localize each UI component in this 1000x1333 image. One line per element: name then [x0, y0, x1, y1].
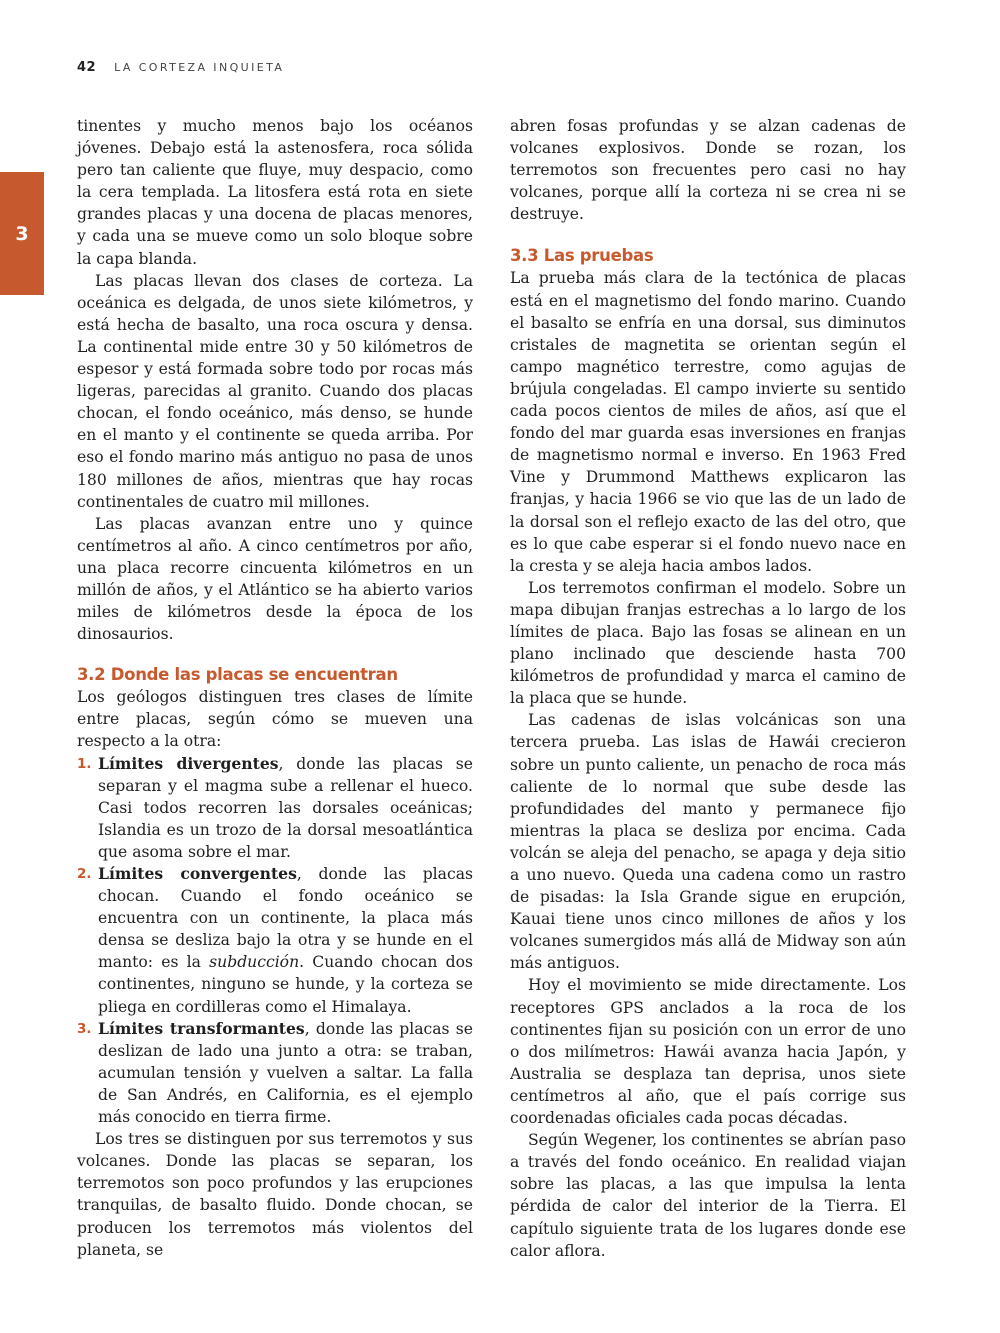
paragraph: Según Wegener, los continentes se abrían paso a través del fondo oceánico. En realidad viajan sobre las placas, a las que impulsa la lenta pérdida de calor del interior de la Tierra. El capítulo siguiente trata de los lugares donde ese calor aflora. — [510, 1131, 906, 1260]
chapter-tab — [0, 172, 44, 295]
left-column — [77, 115, 473, 1261]
list-text: , donde las placas se deslizan de lado una junto a otra: se traban, acumulan tensión y vuelven a saltar. La falla de San Andrés, en California, es el ejemplo más conocido en tierra firme. — [98, 1019, 473, 1127]
paragraph: Hoy el movimiento se mide directamente. Los receptores GPS anclados a la roca de los continentes fijan su posición con un error de uno o dos milímetros: Hawái avanza hacia Japón, y Australia se desplaza tan deprisa, unos siete centímetros al año, que el país corrige sus coordenadas oficiales cada pocas décadas. — [510, 976, 906, 1128]
paragraph: Las placas avanzan entre uno y quince centímetros al año. A cinco centímetros por año, una placa recorre cincuenta kilómetros en un millón de años, y el Atlántico se ha abierto varios miles de kilómetros desde la época de los dinosaurios. — [77, 514, 473, 644]
section-heading: 3.3 Las pruebas — [510, 246, 654, 266]
list-text: , donde las placas chocan. Cuando el fondo oceánico se encuentra con un continente, la placa más densa se desliza bajo la otra y se hunde en el manto: es la — [98, 865, 473, 972]
list-number: 3. — [77, 1020, 92, 1037]
list-italic-term: subducción — [209, 953, 300, 972]
list-item — [77, 753, 473, 863]
page-number: 42 — [77, 60, 97, 75]
list-number: 1. — [77, 755, 92, 772]
chapter-number: 3 — [15, 222, 29, 245]
section-heading: 3.2 Donde las placas se encuentran — [77, 665, 398, 685]
list-term: Límites transformantes — [98, 1018, 305, 1038]
list-item — [77, 1018, 473, 1128]
paragraph: Los geólogos distinguen tres clases de límite entre placas, según cómo se mueven una respecto a la otra: — [77, 688, 473, 751]
list-text: , donde las placas se separan y el magma sube a rellenar el hueco. Casi todos recorren las dorsales oceánicas; Islandia es un trozo de la dorsal mesoatlántica que asoma sobre el mar. — [98, 754, 473, 861]
list-text: . Cuando chocan dos continentes, ninguno se hunde, y la corteza se pliega en cordilleras como el Himalaya. — [98, 953, 473, 1016]
paragraph: tinentes y mucho menos bajo los océanos jóvenes. Debajo está la astenosfera, roca sólida pero tan caliente que fluye, muy despacio, como la cera templada. La litosfera está rota en siete grandes placas y una docena de placas menores, y cada una se mueve como un solo bloque sobre la capa blanda. — [77, 117, 473, 268]
running-head — [77, 60, 284, 75]
running-title: LA CORTEZA INQUIETA — [114, 61, 285, 74]
paragraph: Los tres se distinguen por sus terremotos y sus volcanes. Donde las placas se separan, los terremotos son poco profundos y las erupciones tranquilas, de basalto fluido. Donde chocan, se producen los terremotos más violentos del planeta, se — [77, 1130, 473, 1259]
paragraph: Los terremotos confirman el modelo. Sobre un mapa dibujan franjas estrechas a lo largo de los límites de placa. Bajo las fosas se alinean en un plano inclinado que desciende hasta 700 kilómetros de profundidad y marca el camino de la placa que se hunde. — [510, 578, 906, 708]
list-term: Límites divergentes — [98, 753, 279, 773]
paragraph: Las placas llevan dos clases de corteza. La oceánica es delgada, de unos siete kilómetros, y está hecha de basalto, una roca oscura y densa. La continental mide entre 30 y 50 kilómetros de espesor y está formada sobre todo por rocas más ligeras, parecidas al granito. Cuando dos placas chocan, el fondo oceánico, más denso, se hunde en el manto y el continente se queda arriba. Por eso el fondo marino más antiguo no pasa de unos 180 millones de años, mientras que hay rocas continentales de cuatro mil millones. — [77, 271, 473, 511]
right-column — [510, 115, 906, 1262]
paragraph: La prueba más clara de la tectónica de placas está en el magnetismo del fondo marino. Cuando el basalto se enfría en una dorsal, sus diminutos cristales de magnetita se orientan según el campo magnético terrestre, como agujas de brújula congeladas. El campo invierte su sentido cada pocos cientos de miles de años, así que el fondo del mar guarda esas inversiones en franjas de magnetismo normal e inverso. En 1963 Fred Vine y Drummond Matthews explicaron las franjas, y hacia 1966 se vio que las de un lado de la dorsal son el reflejo exacto de las del otro, que es lo que cabe esperar si el fondo nuevo nace en la cresta y se aleja hacia ambos lados. — [510, 269, 906, 575]
list-item — [77, 863, 473, 1018]
boundary-list — [77, 753, 473, 1129]
list-term: Límites convergentes — [98, 864, 297, 883]
paragraph: abren fosas profundas y se alzan cadenas de volcanes explosivos. Donde se rozan, los terremotos son frecuentes pero casi no hay volcanes, porque allí la corteza ni se crea ni se destruye. — [510, 117, 906, 224]
list-number: 2. — [77, 866, 92, 882]
paragraph: Las cadenas de islas volcánicas son una tercera prueba. Las islas de Hawái crecieron sobre un punto caliente, un penacho de roca más caliente de lo normal que sube desde las profundidades del manto y permanece fijo mientras la placa se desliza por encima. Cada volcán se aleja del penacho, se apaga y deja sitio a uno nuevo. Queda una cadena como un rastro de pisadas: la Isla Grande sigue en erupción, Kauai tiene unos cinco millones de años y los volcanes sumergidos más allá de Midway son aún más antiguos. — [510, 711, 906, 973]
